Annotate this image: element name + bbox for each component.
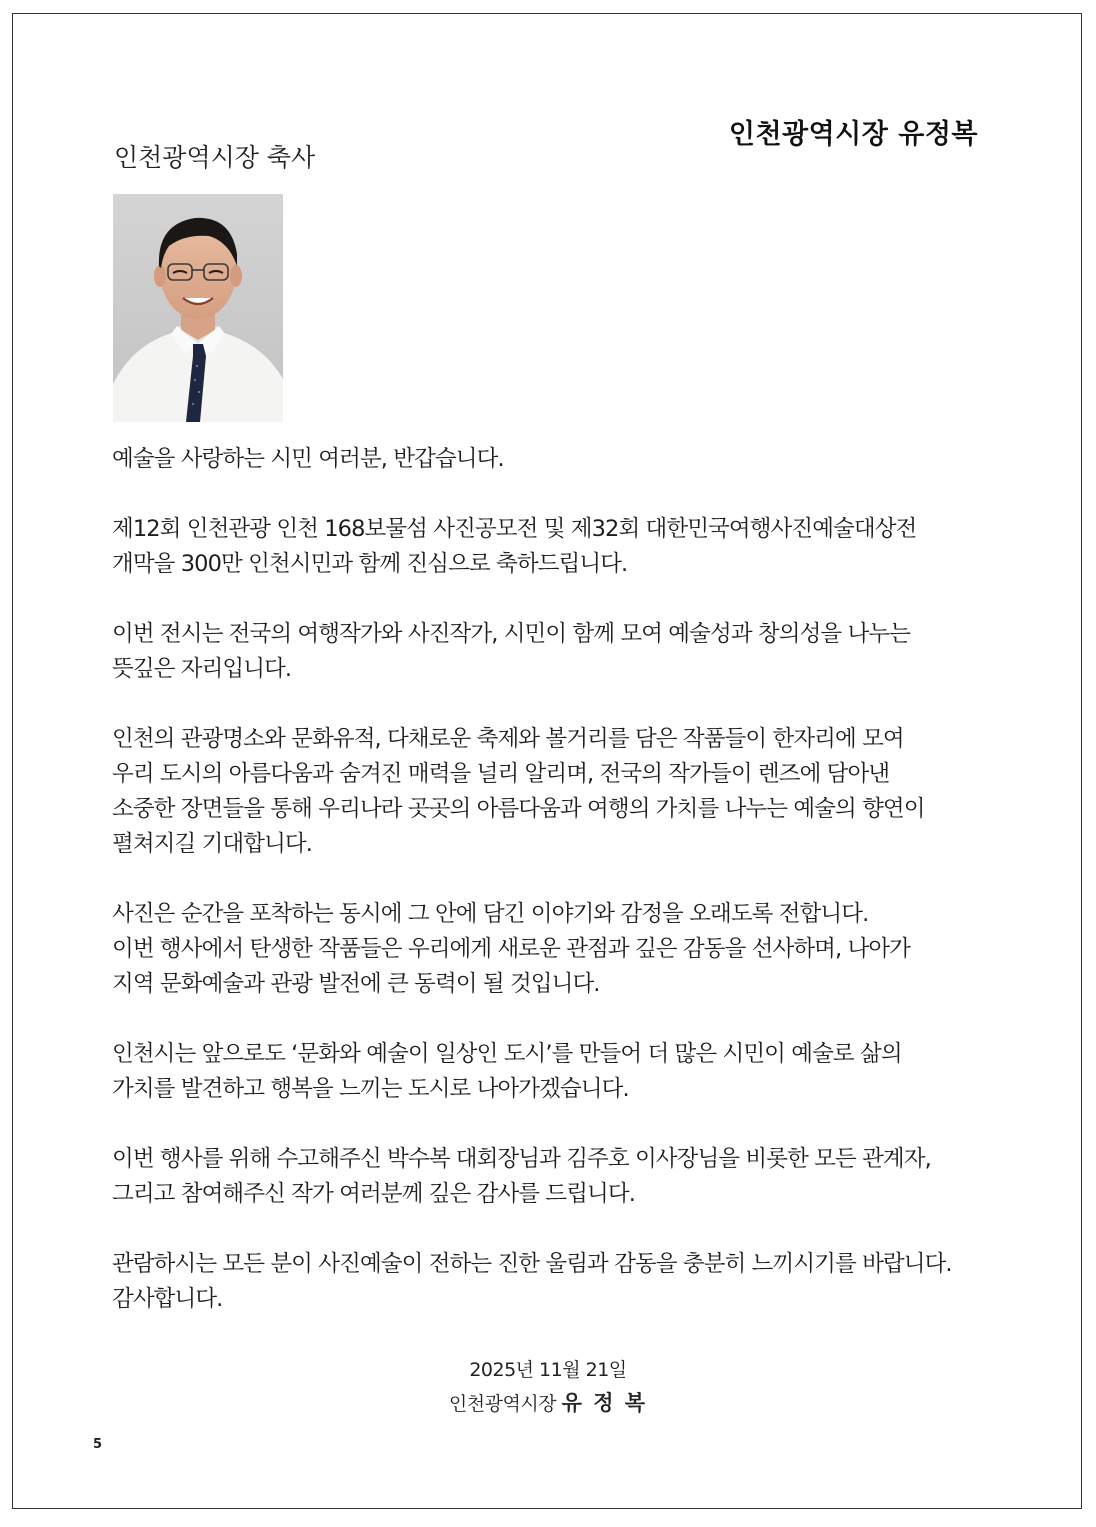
paragraph-line: 이번 행사를 위해 수고해주신 박수복 대회장님과 김주호 이사장님을 비롯한 모든 관계자, [112,1146,931,1172]
paragraph [112,897,984,1002]
paragraph-line: 그리고 참여해주신 작가 여러분께 깊은 감사를 드립니다. [112,1181,635,1207]
paragraph-line: 소중한 장면들을 통해 우리나라 곳곳의 아름다움과 여행의 가치를 나누는 예술의 향연이 [112,796,925,822]
speech-body [112,442,984,1352]
paragraph-line: 인천의 관광명소와 문화유적, 다채로운 축제와 볼거리를 담은 작품들이 한자리에 모여 [112,726,904,752]
page-number: 5 [93,1437,103,1452]
paragraph-line: 감사합니다. [112,1286,223,1312]
paragraph-line: 제12회 인천관광 인천 168보물섬 사진공모전 및 제32회 대한민국여행사진예술대상전 [112,516,917,542]
paragraph-line: 인천시는 앞으로도 ‘문화와 예술이 일상인 도시’를 만들어 더 많은 시민이 예술로 삶의 [112,1041,902,1067]
portrait-icon [113,194,283,422]
paragraph [112,617,984,687]
paragraph-line: 뜻깊은 자리입니다. [112,656,292,682]
paragraph [112,1037,984,1107]
paragraph-line: 지역 문화예술과 관광 발전에 큰 동력이 될 것입니다. [112,971,600,997]
paragraph-line: 펼쳐지길 기대합니다. [112,831,313,857]
paragraph-line: 개막을 300만 인천시민과 함께 진심으로 축하드립니다. [112,551,628,577]
signature-line [0,1387,1096,1421]
paragraph [112,722,984,862]
mayor-portrait [113,194,283,422]
paragraph [112,512,984,582]
paragraph [112,442,984,477]
mayor-header-title: 인천광역시장 유정복 [728,119,978,150]
signature-name: 유 정 복 [561,1391,648,1415]
paragraph [112,1247,984,1317]
signature-block [0,1354,1096,1421]
paragraph-line: 예술을 사랑하는 시민 여러분, 반갑습니다. [112,446,504,472]
paragraph [112,1142,984,1212]
paragraph-line: 사진은 순간을 포착하는 동시에 그 안에 담긴 이야기와 감정을 오래도록 전합니다. [112,901,869,927]
signature-title: 인천광역시장 [448,1393,557,1415]
paragraph-line: 우리 도시의 아름다움과 숨겨진 매력을 널리 알리며, 전국의 작가들이 렌즈에 담아낸 [112,761,890,787]
signature-date: 2025년 11월 21일 [469,1359,627,1381]
paragraph-line: 가치를 발견하고 행복을 느끼는 도시로 나아가겠습니다. [112,1076,629,1102]
paragraph-line: 관람하시는 모든 분이 사진예술이 전하는 진한 울림과 감동을 충분히 느끼시기를 바랍니다. [112,1251,952,1277]
paragraph-line: 이번 행사에서 탄생한 작품들은 우리에게 새로운 관점과 깊은 감동을 선사하며, 나아가 [112,936,910,962]
paragraph-line: 이번 전시는 전국의 여행작가와 사진작가, 시민이 함께 모여 예술성과 창의성을 나누는 [112,621,910,647]
section-title: 인천광역시장 축사 [114,143,316,172]
